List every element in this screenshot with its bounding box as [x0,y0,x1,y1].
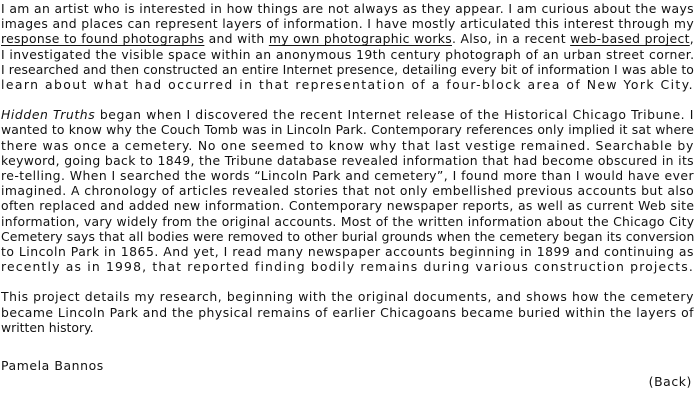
text-line: information, vary widely from the original accounts. Most of the written information about the Chicago City [1,213,695,229]
text-line: re-telling. When I searched the words “Lincoln Park and cemetery”, I found more than I would have ever [1,168,694,184]
author-signature: Pamela Bannos [1,358,104,373]
text-line: learn about what had occurred in that representation of a four-block area of New York City. [1,77,694,93]
project-title: Hidden Truths [1,107,96,123]
text-line: to Lincoln Park in 1865. And yet, I read many newspaper accounts beginning in 1899 and continuing as [1,244,694,260]
text-line: I researched and then constructed an entire Internet presence, detailing every bit of information I was able to [1,61,694,77]
text-line [1,31,694,46]
text-fragment: began when I discovered the recent Internet release of the Historical Chicago Tribune. I [95,107,694,123]
text-fragment: , [689,31,694,47]
link-found-photographs[interactable]: response to found photographs [1,31,205,47]
text-line: often replaced and added new information. Contemporary newspaper reports, as well as current Web site [1,198,695,214]
text-line: became Lincoln Park and the physical remains of earlier Chicagoans became buried within the layers of [1,304,694,320]
text-line: I investigated the visible space within an anonymous 19th century photograph of an urban street corner. [1,46,695,62]
text-fragment: . Also, in a recent [451,31,571,47]
text-line [1,107,694,122]
text-line: written history. [1,319,94,335]
text-line: there was once a cemetery. No one seemed to know why that last vestige remained. Searchable by [1,137,695,153]
back-link[interactable]: (Back) [648,374,692,389]
paragraph-hidden-truths [1,107,694,274]
link-web-project[interactable]: web-based project [570,31,690,47]
paragraph-gap [1,274,694,289]
statement-content [1,1,694,335]
text-line: This project details my research, beginning with the original documents, and shows how the cemetery [1,289,694,305]
text-line: recently as in 1998, that reported finding bodily remains during various construction projects. [1,259,694,275]
text-line: images and places can represent layers of information. I have mostly articulated this interest through my [1,16,695,32]
text-fragment: and with [204,31,269,47]
text-line: wanted to know why the Couch Tomb was in Lincoln Park. Contemporary references only implied it sat where [1,122,694,138]
paragraph-intro [1,1,694,92]
paragraph-gap [1,92,694,107]
text-line: imagined. A chronology of articles revealed stories that not only embellished previous accounts but also [1,183,695,199]
text-line: I am an artist who is interested in how things are not always as they appear. I am curious about the ways [1,1,694,16]
link-photographic-works[interactable]: my own photographic works [268,31,452,47]
text-line: Cemetery says that all bodies were removed to other burial grounds when the cemetery began its conversion [1,228,695,244]
paragraph-research [1,289,694,335]
text-line: keyword, going back to 1849, the Tribune database revealed information that had become obscured in its [1,152,694,168]
